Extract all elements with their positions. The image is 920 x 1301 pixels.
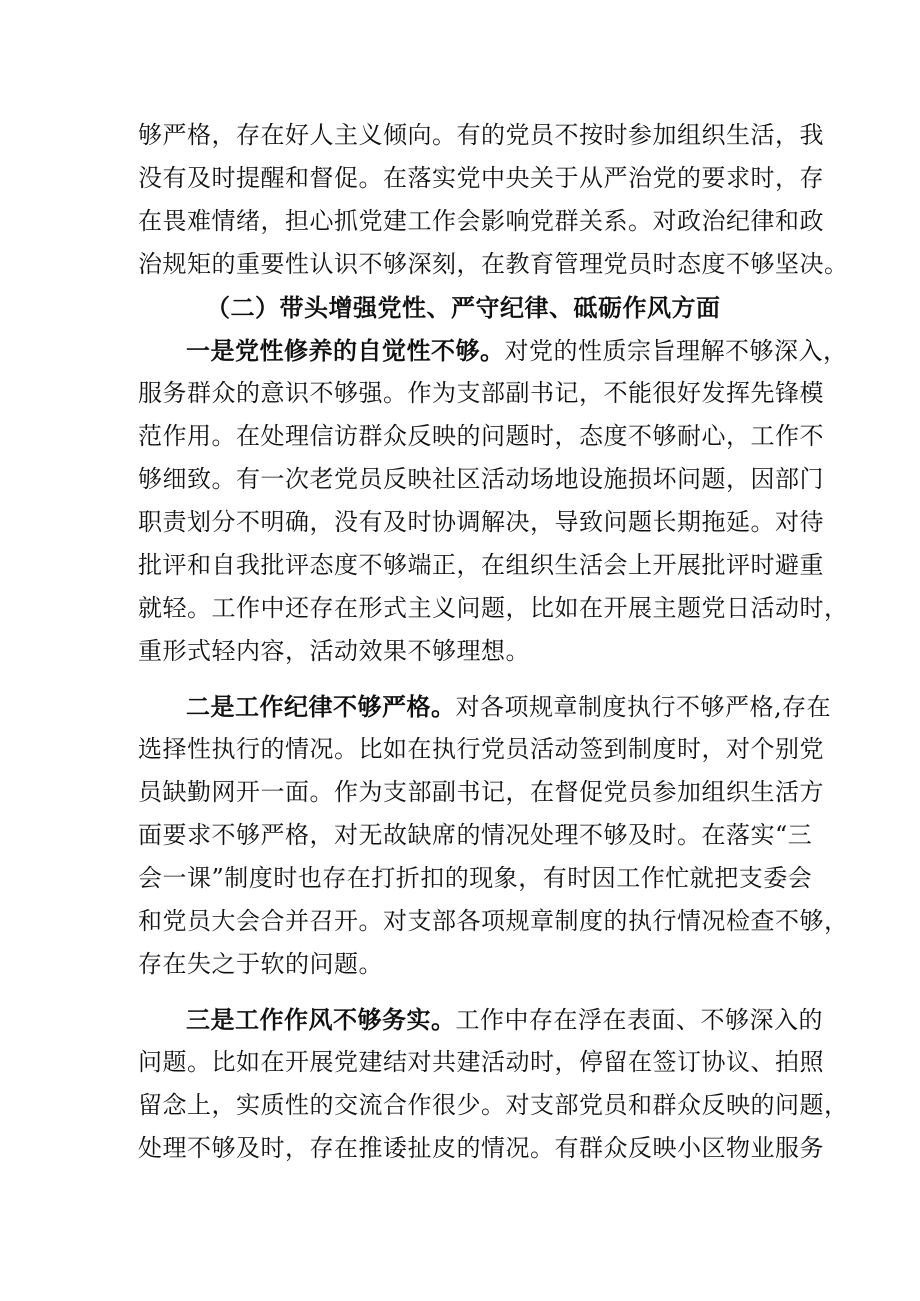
text-line: 员缺勤网开一面。作为支部副书记，在督促党员参加组织生活方 — [138, 778, 824, 806]
paragraph-spacer — [138, 986, 788, 998]
text-line: 处理不够及时，存在推诿扯皮的情况。有群众反映小区物业服务 — [138, 1134, 824, 1162]
text-line: 治规矩的重要性认识不够深刻，在教育管理党员时态度不够坚决。 — [138, 250, 849, 278]
paragraph-party-spirit — [138, 329, 849, 673]
paragraph-spacer — [138, 673, 788, 685]
text-line: 问题。比如在开展党建结对共建活动时，停留在签订协议、拍照 — [138, 1048, 824, 1076]
text-line: 选择性执行的情况。比如在执行党员活动签到制度时，对个别党 — [138, 735, 824, 763]
text-line: 职责划分不明确，没有及时协调解决，导致问题长期拖延。对待 — [138, 508, 824, 536]
paragraph-lead: 三是工作作风不够务实。 — [186, 1005, 456, 1034]
section-heading-text: （二）带头增强党性、严守纪律、砥砺作风方面 — [206, 293, 721, 322]
text-line: 够严格，存在好人主义倾向。有的党员不按时参加组织生活，我 — [138, 121, 824, 149]
text-line-first — [138, 329, 848, 372]
paragraph-lead-rest: 工作中存在浮在表面、不够深入的 — [455, 1006, 823, 1034]
text-line-first — [138, 685, 832, 728]
text-line: 就轻。工作中还存在形式主义问题，比如在开展主题党日活动时， — [138, 594, 849, 622]
paragraph-lead: 二是工作纪律不够严格。 — [186, 692, 456, 721]
text-line: 批评和自我批评态度不够端正，在组织生活会上开展批评时避重 — [138, 551, 824, 579]
text-line: 服务群众的意识不够强。作为支部副书记，不能很好发挥先锋模 — [138, 379, 824, 407]
section-heading — [138, 286, 788, 329]
text-line: 范作用。在处理信访群众反映的问题时，态度不够耐心，工作不 — [138, 422, 824, 450]
paragraph-lead-rest: 对党的性质宗旨理解不够深入， — [504, 337, 848, 365]
text-line: 和党员大会合并召开。对支部各项规章制度的执行情况检查不够， — [138, 907, 849, 935]
text-line: 存在失之于软的问题。 — [138, 950, 383, 978]
text-line: 重形式轻内容，活动效果不够理想。 — [138, 637, 530, 665]
paragraph-work-style — [138, 998, 849, 1170]
paragraph-discipline — [138, 685, 849, 986]
text-line: 会一课”制度时也存在打折扣的现象，有时因工作忙就把支委会 — [138, 864, 813, 892]
text-line: 够细致。有一次老党员反映社区活动场地设施损坏问题，因部门 — [138, 465, 824, 493]
text-line: 留念上，实质性的交流合作很少。对支部党员和群众反映的问题， — [138, 1091, 849, 1119]
paragraph-lead-rest: 对各项规章制度执行不够严格,存在 — [455, 693, 832, 721]
paragraph-intro — [138, 114, 849, 286]
document-page — [138, 114, 849, 1170]
text-line: 面要求不够严格，对无故缺席的情况处理不够及时。在落实“三 — [138, 821, 813, 849]
text-line: 没有及时提醒和督促。在落实党中央关于从严治党的要求时，存 — [138, 164, 824, 192]
text-line-first — [138, 998, 823, 1041]
text-line: 在畏难情绪，担心抓党建工作会影响党群关系。对政治纪律和政 — [138, 207, 824, 235]
paragraph-lead: 一是党性修养的自觉性不够。 — [186, 336, 505, 365]
